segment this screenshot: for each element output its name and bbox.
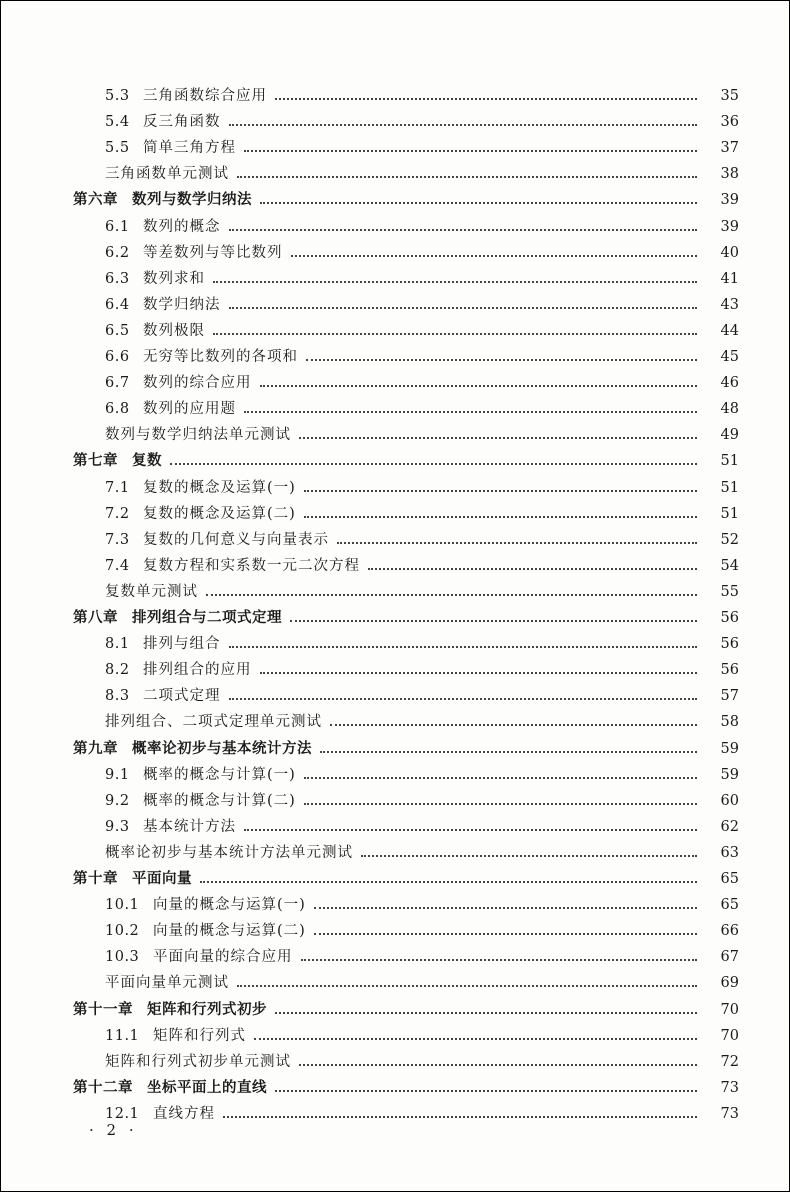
toc-page-number: 65 [720, 897, 739, 914]
toc-page-number: 51 [720, 479, 739, 496]
toc-section-row [1, 763, 790, 788]
toc-section-row [1, 84, 790, 109]
toc-entry-title [1, 945, 293, 970]
toc-entry-number: 6.7 [105, 375, 130, 392]
toc-page-number: 72 [720, 1053, 739, 1070]
toc-chapter-row [1, 998, 790, 1023]
toc-entry-title [1, 789, 296, 814]
toc-entry-number: 6.1 [105, 218, 130, 235]
toc-entry-label: 基本统计方法 [143, 818, 236, 835]
toc-entry-number: 第十一章 [73, 1001, 133, 1018]
toc-chapter-row [1, 867, 790, 892]
toc-entry-title [1, 502, 296, 527]
toc-entry-title [1, 397, 236, 422]
toc-entry-title [1, 919, 306, 944]
toc-section-row [1, 215, 790, 240]
toc-entry-label: 排列与组合 [143, 636, 221, 653]
toc-page-number: 41 [720, 270, 739, 287]
dot-leader [229, 697, 698, 700]
dot-leader [314, 906, 697, 909]
dot-leader [229, 306, 698, 309]
dot-leader [237, 984, 697, 987]
page-number: · 2 · [89, 1121, 138, 1139]
toc-entry-label: 平面向量的综合应用 [153, 949, 293, 966]
toc-page-number: 73 [720, 1079, 739, 1096]
dot-leader [206, 593, 697, 596]
toc-entry-label: 三角函数综合应用 [143, 88, 267, 104]
toc-entry-label: 坐标平面上的直线 [147, 1079, 267, 1096]
dot-leader [260, 201, 697, 204]
toc-entry-number: 10.1 [105, 897, 140, 914]
toc-entry-title [1, 449, 162, 474]
toc-entry-title [1, 1076, 267, 1101]
toc-page-number: 67 [720, 949, 739, 966]
toc-page-number: 36 [720, 114, 739, 131]
dot-leader [290, 619, 697, 622]
dot-leader [213, 332, 697, 335]
toc-section-row [1, 241, 790, 266]
toc-entry-title [1, 371, 252, 396]
toc-chapter-row [1, 737, 790, 762]
toc-entry-number: 5.3 [105, 88, 130, 104]
toc-entry-number: 第九章 [73, 740, 118, 757]
toc-entry-label: 复数方程和实系数一元二次方程 [143, 557, 360, 574]
toc-section-row [1, 136, 790, 161]
toc-entry-label: 数列的应用题 [143, 401, 236, 418]
dot-leader [275, 1089, 697, 1092]
toc-section-row [1, 476, 790, 501]
toc-entry-title [1, 267, 205, 292]
toc-section-row [1, 658, 790, 683]
toc-entry-label: 复数 [132, 453, 162, 470]
toc-page-number: 57 [720, 688, 739, 705]
toc-entry-label: 排列组合、二项式定理单元测试 [105, 714, 322, 731]
toc-entry-number: 7.4 [105, 557, 130, 574]
toc-entry-title [1, 476, 296, 501]
toc-page-number: 52 [720, 531, 739, 548]
toc-entry-number: 第七章 [73, 453, 118, 470]
toc-page-number: 54 [720, 557, 739, 574]
toc-entry-number: 第六章 [73, 192, 118, 209]
dot-leader [237, 175, 697, 178]
dot-leader [291, 254, 698, 257]
toc-page-number: 69 [720, 975, 739, 992]
dot-leader [229, 645, 698, 648]
toc-entry-label: 数列与数学归纳法单元测试 [105, 427, 291, 444]
dot-leader [244, 149, 697, 152]
toc-chapter-row [1, 188, 790, 213]
dot-leader [260, 384, 698, 387]
toc-entry-label: 概率的概念与计算(二) [143, 792, 296, 809]
toc-unit-test-row [1, 162, 790, 187]
toc-entry-title [1, 658, 252, 683]
toc-entry-title [1, 1024, 246, 1049]
dot-leader [306, 358, 697, 361]
toc-entry-label: 复数的概念及运算(二) [143, 505, 296, 522]
toc-entry-number: 10.2 [105, 923, 140, 940]
toc-page-number: 55 [720, 583, 739, 600]
toc-entry-title [1, 893, 306, 918]
toc-entry-number: 9.3 [105, 818, 130, 835]
toc-page-number: 56 [720, 610, 739, 626]
toc-entry-title [1, 684, 221, 709]
dot-leader [275, 97, 697, 100]
toc-entry-label: 矩阵和行列式 [153, 1027, 246, 1044]
toc-section-row [1, 789, 790, 814]
toc-chapter-row [1, 449, 790, 474]
toc-page-number: 65 [720, 871, 739, 887]
dot-leader [244, 828, 697, 831]
toc-page-number: 51 [720, 453, 739, 470]
dot-leader [299, 436, 697, 439]
toc-entry-number: 7.2 [105, 505, 130, 522]
toc-unit-test-row [1, 971, 790, 996]
toc-entry-title [1, 763, 296, 788]
toc-section-row [1, 528, 790, 553]
toc-page-number: 43 [720, 296, 739, 313]
toc-entry-number: 9.1 [105, 766, 130, 783]
toc-entry-label: 反三角函数 [143, 114, 221, 131]
toc-page-number: 46 [720, 375, 739, 392]
dot-leader [244, 410, 697, 413]
dot-leader [304, 776, 697, 779]
toc-section-row [1, 293, 790, 318]
toc-entry-label: 数列与数学归纳法 [132, 192, 252, 209]
toc-entry-label: 概率的概念与计算(一) [143, 766, 296, 783]
toc-entry-label: 无穷等比数列的各项和 [143, 349, 298, 365]
toc-entry-label: 复数的概念及运算(一) [143, 479, 296, 496]
toc-section-row [1, 684, 790, 709]
dot-leader [304, 802, 697, 805]
toc-page-number: 38 [720, 166, 739, 183]
toc-entry-label: 等差数列与等比数列 [143, 244, 283, 261]
dot-leader [275, 1011, 697, 1014]
toc-entry-title [1, 998, 267, 1023]
toc-entry-title [1, 710, 322, 735]
toc-entry-number: 第十二章 [73, 1079, 133, 1096]
dot-leader [301, 958, 698, 961]
toc-chapter-row [1, 606, 790, 631]
toc-entry-label: 向量的概念与运算(二) [153, 923, 306, 940]
toc-entry-number: 6.8 [105, 401, 130, 418]
toc-entry-number: 8.1 [105, 636, 130, 653]
toc-page-number: 73 [720, 1105, 739, 1122]
toc-page-number: 66 [720, 923, 739, 940]
toc-page-number: 37 [720, 140, 739, 157]
dot-leader [223, 1115, 697, 1118]
toc-entry-number: 6.6 [105, 349, 130, 365]
toc-page-number: 56 [720, 636, 739, 653]
toc-entry-label: 排列组合与二项式定理 [132, 610, 282, 626]
toc-page-number: 39 [720, 218, 739, 235]
toc-entry-title [1, 423, 291, 448]
dot-leader [170, 462, 697, 465]
dot-leader [368, 567, 697, 570]
toc-entry-label: 直线方程 [153, 1105, 215, 1122]
toc-entry-title [1, 815, 236, 840]
toc-entry-title [1, 841, 353, 866]
toc-entry-label: 排列组合的应用 [143, 662, 252, 679]
toc-entry-title [1, 162, 229, 187]
dot-leader [299, 1063, 697, 1066]
toc-entry-title [1, 737, 312, 762]
toc-unit-test-row [1, 710, 790, 735]
toc-entry-label: 数列极限 [143, 322, 205, 339]
toc-page-number: 40 [720, 244, 739, 261]
toc-entry-number: 12.1 [105, 1105, 140, 1122]
dot-leader [361, 854, 697, 857]
toc-entry-title [1, 554, 360, 579]
toc-page-number: 70 [720, 1027, 739, 1044]
toc-page-number: 48 [720, 401, 739, 418]
toc-entry-title [1, 293, 221, 318]
toc-page-number: 62 [720, 818, 739, 835]
toc-entry-label: 矩阵和行列式初步单元测试 [105, 1053, 291, 1070]
toc-page-number: 39 [720, 192, 739, 209]
toc-entry-title [1, 345, 298, 370]
toc-section-row [1, 502, 790, 527]
toc-page-number: 51 [720, 505, 739, 522]
toc-entry-label: 平面向量 [132, 871, 192, 887]
dot-leader [304, 515, 697, 518]
dot-leader [260, 671, 698, 674]
dot-leader [229, 123, 698, 126]
dot-leader [320, 750, 697, 753]
dot-leader [314, 932, 697, 935]
toc-entry-title [1, 1050, 291, 1075]
toc-entry-number: 7.1 [105, 479, 130, 496]
toc-section-row [1, 110, 790, 135]
toc-entry-number: 6.5 [105, 322, 130, 339]
toc-entry-number: 6.2 [105, 244, 130, 261]
toc-entry-number: 5.5 [105, 140, 130, 157]
toc-entry-label: 数列的概念 [143, 218, 221, 235]
toc-section-row [1, 815, 790, 840]
dot-leader [304, 489, 697, 492]
dot-leader [254, 1037, 697, 1040]
toc-chapter-row [1, 1076, 790, 1101]
toc-entry-title [1, 84, 267, 109]
toc-entry-title [1, 319, 205, 344]
toc-entry-label: 复数单元测试 [105, 583, 198, 600]
toc-entry-label: 三角函数单元测试 [105, 166, 229, 183]
toc-entry-number: 10.3 [105, 949, 140, 966]
toc-page-number: 56 [720, 662, 739, 679]
toc-page-number: 45 [720, 349, 739, 365]
toc-entry-label: 数列求和 [143, 270, 205, 287]
toc-entry-label: 平面向量单元测试 [105, 975, 229, 992]
toc-entry-title [1, 528, 329, 553]
toc-entry-number: 8.2 [105, 662, 130, 679]
toc-unit-test-row [1, 1050, 790, 1075]
toc-section-row [1, 345, 790, 370]
toc-entry-label: 二项式定理 [143, 688, 221, 705]
toc-section-row [1, 1024, 790, 1049]
toc-entry-title [1, 110, 221, 135]
toc-entry-number: 第十章 [73, 871, 118, 887]
toc-section-row [1, 371, 790, 396]
toc-entry-label: 矩阵和行列式初步 [147, 1001, 267, 1018]
toc-entry-label: 向量的概念与运算(一) [153, 897, 306, 914]
dot-leader [330, 723, 697, 726]
toc-entry-label: 数列的综合应用 [143, 375, 252, 392]
toc-page-number: 49 [720, 427, 739, 444]
toc-entry-title [1, 632, 221, 657]
toc-page-number: 63 [720, 844, 739, 861]
toc-entry-number: 11.1 [105, 1027, 140, 1044]
dot-leader [337, 541, 697, 544]
toc-entry-title [1, 867, 192, 892]
toc-section-row [1, 319, 790, 344]
toc-unit-test-row [1, 423, 790, 448]
toc-section-row [1, 945, 790, 970]
toc-section-row [1, 893, 790, 918]
toc-section-row [1, 632, 790, 657]
toc-entry-title [1, 971, 229, 996]
toc-entry-label: 概率论初步与基本统计方法单元测试 [105, 844, 353, 861]
toc-section-row [1, 267, 790, 292]
toc-page-number: 58 [720, 714, 739, 731]
toc-page-number: 60 [720, 792, 739, 809]
toc-entry-title [1, 188, 252, 213]
toc-section-row [1, 397, 790, 422]
toc-page-number: 59 [720, 766, 739, 783]
toc-unit-test-row [1, 841, 790, 866]
toc-entry-label: 复数的几何意义与向量表示 [143, 531, 329, 548]
toc-entry-label: 简单三角方程 [143, 140, 236, 157]
toc-entry-number: 8.3 [105, 688, 130, 705]
toc-section-row [1, 919, 790, 944]
toc-entry-number: 第八章 [73, 610, 118, 626]
toc-entry-title [1, 215, 221, 240]
toc-entry-number: 6.3 [105, 270, 130, 287]
toc-entry-number: 6.4 [105, 296, 130, 313]
toc-entry-title [1, 580, 198, 605]
toc-entry-number: 9.2 [105, 792, 130, 809]
toc-page-number: 44 [720, 322, 739, 339]
dot-leader [213, 280, 697, 283]
toc-entry-title [1, 136, 236, 161]
toc-entry-label: 数学归纳法 [143, 296, 221, 313]
toc-page-number: 59 [720, 740, 739, 757]
toc-entry-label: 概率论初步与基本统计方法 [132, 740, 312, 757]
toc-entry-number: 5.4 [105, 114, 130, 131]
toc-section-row [1, 554, 790, 579]
toc-entry-title [1, 606, 282, 631]
toc-entry-number: 7.3 [105, 531, 130, 548]
toc-page-number: 35 [720, 88, 739, 104]
toc-page-number: 70 [720, 1001, 739, 1018]
dot-leader [200, 880, 697, 883]
dot-leader [229, 228, 698, 231]
toc-unit-test-row [1, 580, 790, 605]
toc-entry-title [1, 241, 283, 266]
